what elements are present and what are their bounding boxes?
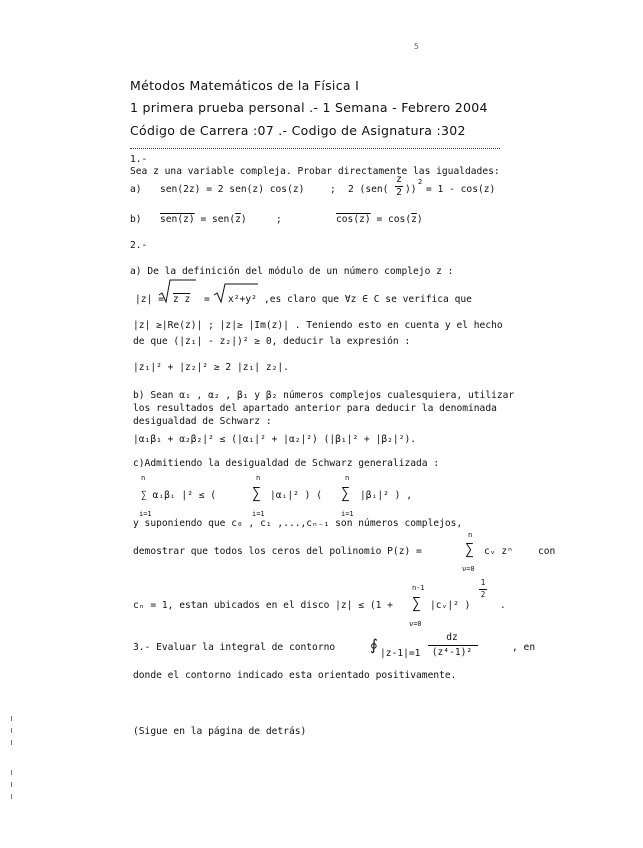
footer-note: (Sigue en la página de detrás) <box>133 726 307 737</box>
q1b-rhs-cos-start: = cos( <box>376 214 412 225</box>
q3-fraction-line <box>428 645 478 646</box>
q3-label: 3.- Evaluar la integral de contorno <box>133 642 336 653</box>
margin-mark <box>11 770 12 775</box>
course-title: Métodos Matemáticos de la Física I <box>130 78 360 93</box>
q3-contour: |z-1|=1 <box>380 648 421 659</box>
q2a-mod-lhs: |z| = <box>135 294 164 305</box>
q2c-disc-sum-top: n-1 <box>412 584 425 592</box>
q1a-exponent: 2 <box>418 178 423 186</box>
separator-dotted <box>130 148 500 149</box>
q2c-line3-end: con <box>538 546 556 557</box>
q2-label: 2.- <box>130 240 148 251</box>
q1a-frac-num: z <box>396 174 402 185</box>
q1b-rhs-sen-start: = sen( <box>200 214 236 225</box>
q1b-lhs-cos: cos(z) <box>336 214 371 225</box>
q2a-inequality: |z₁|² + |z₂|² ≥ 2 |z₁| z₂|. <box>133 362 289 373</box>
q2c-ineq-middle: |αᵢ|² ) ( <box>270 490 322 501</box>
q2c-disc-exp-num: 1 <box>480 578 486 587</box>
q2b-line3: desigualdad de Schwarz : <box>133 416 272 427</box>
exam-subtitle: 1 primera prueba personal .- 1 Semana - Febrero 2004 <box>130 100 488 115</box>
q1b-lhs-sen: sen(z) <box>160 214 195 225</box>
q1a-separator: ; <box>330 184 336 195</box>
q2c-sum3-sigma: ∑ <box>341 484 351 502</box>
q2c-sum1-top: n <box>141 474 146 482</box>
q2b-line1: b) Sean α₁ , α₂ , β₁ y β₂ números complejos cualesquiera, utilizar <box>133 390 515 401</box>
q2c-poly-sum-bottom: ν=0 <box>462 565 475 573</box>
q2a-line3: de que (|z₁| - z₂|)² ≥ 0, deducir la expresión : <box>133 336 411 347</box>
q1-intro: Sea z una variable compleja. Probar directamente las igualdades: <box>130 166 500 177</box>
q2c-poly-sigma: ∑ <box>465 540 475 558</box>
q1a-identity-2-rhs: = 1 - cos(z) <box>426 184 496 195</box>
q2c-disc-sigma: ∑ <box>412 594 422 612</box>
q3-line2: donde el contorno indicado esta orientado positivamente. <box>133 670 457 681</box>
q2c-line4-end: . <box>500 600 506 611</box>
q2a-sqrt1-text: z z <box>173 294 191 305</box>
q1a-identity-2-start: 2 (sen( <box>348 184 389 195</box>
q2c-disc-sum-bottom: ν=0 <box>409 620 422 628</box>
q2c-sum3-top: n <box>345 474 350 482</box>
q2c-line4: cₙ = 1, estan ubicados en el disco |z| ≤ (1 + <box>133 600 393 611</box>
margin-mark <box>11 782 12 787</box>
q2c-poly-sum-top: n <box>468 531 473 539</box>
q1a-identity-2-close: )) <box>405 184 417 195</box>
q1a-frac-den: 2 <box>396 187 402 198</box>
q2c-ineq-right: |βᵢ|² ) , <box>360 490 412 501</box>
q2a-sqrt2-content: x²+y² <box>228 294 257 305</box>
q2c-sum1-bottom: i=1 <box>139 510 152 518</box>
q2a-mod-eq: = <box>204 294 210 305</box>
q2a-intro: a) De la definición del módulo de un número complejo z : <box>130 266 454 277</box>
q3-denominator: (z⁴-1)² <box>431 647 473 658</box>
q2c-poly-term: cᵥ zⁿ <box>484 546 513 557</box>
q1b-rhs-sen-conj: $\overline{z}$ <box>235 214 241 225</box>
q2b-line2: los resultados del apartado anterior para deducir la denominada <box>133 403 497 414</box>
margin-mark <box>11 740 12 745</box>
q2a-line2: |z| ≥|Re(z)| ; |z|≥ |Im(z)| . Teniendo esto en cuenta y el hecho <box>133 320 503 331</box>
q2c-sum2-bottom: i=1 <box>252 510 265 518</box>
q2c-sum2-top: n <box>256 474 261 482</box>
q2c-sum3-bottom: i=1 <box>341 510 354 518</box>
q2b-schwarz-inequality: |α₁β₁ + α₂β₂|² ≤ (|α₁|² + |α₂|²) (|β₁|² + |β₂|²). <box>133 434 417 445</box>
q2a-sqrt1-content <box>173 294 190 305</box>
q1b-identity-1 <box>160 214 247 225</box>
q2c-line1: c)Admitiendo la desigualdad de Schwarz generalizada : <box>133 458 440 469</box>
q2c-disc-exp-den: 2 <box>480 590 486 599</box>
q3-tail: , en <box>512 642 536 653</box>
q1a-identity-1: sen(2z) = 2 sen(z) cos(z) <box>160 184 305 195</box>
q1b-rhs-cos-conj: $\overline{z}$ <box>411 214 417 225</box>
q2c-line2: y suponiendo que c₀ , c₁ ,...,cₙ₋₁ son números complejos, <box>133 518 463 529</box>
q2c-ineq-left: ∑ αᵢβᵢ |² ≤ ( <box>141 490 217 501</box>
q1a-label: a) <box>130 184 142 195</box>
q1b-rhs-cos-end: ) <box>416 214 423 225</box>
q2c-line3: demostrar que todos los ceros del polinomio P(z) = <box>133 546 422 557</box>
margin-mark <box>11 728 12 733</box>
q1-label: 1.- <box>130 154 148 165</box>
page-mark: 5 <box>414 42 419 51</box>
q2a-mod-rest: ,es claro que ∀z ∈ C se verifica que <box>264 294 472 305</box>
q1b-label: b) <box>130 214 142 225</box>
course-codes: Código de Carrera :07 .- Codigo de Asignatura :302 <box>130 123 466 138</box>
q1b-rhs-sen-end: ) <box>240 214 247 225</box>
q1b-separator: ; <box>276 214 282 225</box>
contour-integral-sign: ∮ <box>370 636 378 654</box>
q2c-disc-term: |cᵥ|² ) <box>430 600 471 611</box>
margin-mark <box>11 794 12 799</box>
q3-numerator: dz <box>446 632 458 643</box>
margin-mark <box>11 716 12 721</box>
q1b-identity-2 <box>336 214 423 225</box>
q2c-sum2-sigma: ∑ <box>252 484 262 502</box>
